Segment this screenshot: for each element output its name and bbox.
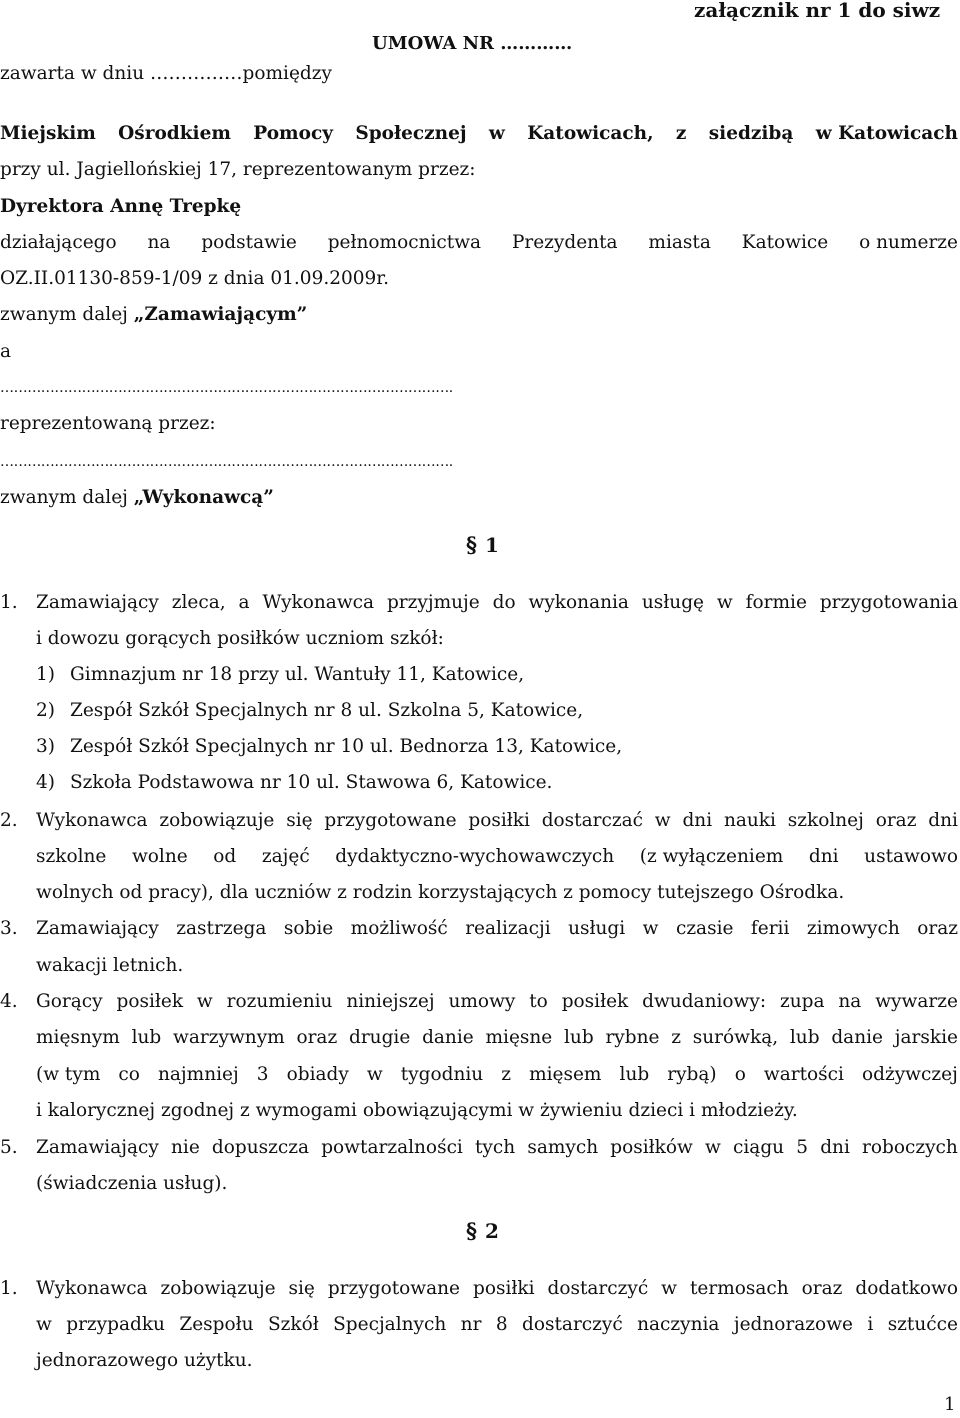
word: posiłek bbox=[561, 991, 629, 1012]
word: szkolnej bbox=[787, 810, 864, 831]
word: ferii bbox=[750, 918, 790, 939]
word: zobowiązuje bbox=[159, 810, 275, 831]
word: o bbox=[734, 1064, 746, 1085]
section-2-heading bbox=[466, 1218, 499, 1243]
word: zobowiązuje bbox=[160, 1278, 276, 1299]
list-text: Szkoła Podstawowa nr 10 ul. Stawowa 6, Katowice. bbox=[70, 772, 553, 793]
word: to bbox=[529, 991, 548, 1012]
word: dodatkowo bbox=[855, 1278, 958, 1299]
party-line-2: przy ul. Jagiellońskiej 17, reprezentowanym przez: bbox=[0, 159, 476, 180]
s2-p1-number: 1. bbox=[0, 1278, 18, 1299]
word: usługę bbox=[641, 592, 704, 613]
word: dostarczyć bbox=[522, 1314, 623, 1335]
s1-p1-number: 1. bbox=[0, 592, 18, 613]
word: danie bbox=[422, 1027, 474, 1048]
word: Prezydenta bbox=[511, 232, 618, 253]
and-word: a bbox=[0, 341, 12, 362]
word: wartości bbox=[763, 1064, 844, 1085]
word: Społecznej bbox=[355, 123, 467, 144]
word: do bbox=[492, 592, 516, 613]
word: lub bbox=[131, 1027, 162, 1048]
word: czasie bbox=[675, 918, 734, 939]
contract-date-line: zawarta w dniu ……………pomiędzy bbox=[0, 63, 332, 84]
word: o numerze bbox=[859, 232, 958, 253]
word: oraz bbox=[875, 810, 917, 831]
word: wykonania bbox=[528, 592, 629, 613]
word: posiłki bbox=[472, 1278, 535, 1299]
s1-p2-line-1 bbox=[36, 809, 958, 833]
s1-p2-line-3: wolnych od pracy), dla uczniów z rodzin korzystających z pomocy tutejszego Ośrodka. bbox=[36, 882, 845, 903]
word: usługi bbox=[568, 918, 626, 939]
word: w bbox=[196, 991, 213, 1012]
word: Zamawiający bbox=[36, 1137, 159, 1158]
word: Wykonawca bbox=[262, 592, 375, 613]
word: dni bbox=[928, 810, 958, 831]
list-text: Zespół Szkół Specjalnych nr 10 ul. Bednorza 13, Katowice, bbox=[70, 736, 623, 757]
word: szkolne bbox=[36, 846, 107, 867]
ordering-party-line bbox=[0, 303, 307, 327]
word: dni bbox=[682, 810, 713, 831]
contractor-dots: ………………………………………………………………………………………. bbox=[0, 380, 453, 396]
s1-p5-line-2: (świadczenia usług). bbox=[36, 1173, 228, 1194]
word: danie bbox=[831, 1027, 883, 1048]
word: mięsnym bbox=[36, 1027, 120, 1048]
list-number: 1) bbox=[36, 664, 55, 685]
page-number: 1 bbox=[944, 1394, 956, 1415]
contractor-line bbox=[0, 486, 274, 510]
word: w bbox=[488, 123, 505, 144]
word: Szkół bbox=[267, 1314, 319, 1335]
word: niniejszej bbox=[346, 991, 435, 1012]
word: Specjalnych bbox=[333, 1314, 447, 1335]
list-number: 3) bbox=[36, 736, 55, 757]
word: dwudaniowy: bbox=[642, 991, 767, 1012]
word: (z wyłączeniem bbox=[639, 846, 784, 867]
word: Pomocy bbox=[253, 123, 333, 144]
section-symbol: § bbox=[466, 1218, 477, 1243]
word: nr bbox=[460, 1314, 482, 1335]
s1-p3-number: 3. bbox=[0, 918, 18, 939]
represented-by: reprezentowaną przez: bbox=[0, 413, 216, 434]
word: tych bbox=[475, 1137, 516, 1158]
word: Zamawiający bbox=[36, 592, 159, 613]
school-list-item bbox=[36, 699, 583, 723]
list-number: 4) bbox=[36, 772, 55, 793]
s1-p5-number: 5. bbox=[0, 1137, 18, 1158]
word: zastrzega bbox=[176, 918, 267, 939]
ordering-party-prefix: zwanym dalej bbox=[0, 304, 134, 325]
word: rybne bbox=[605, 1027, 660, 1048]
school-list-item bbox=[36, 771, 552, 795]
word: dydaktyczno-wychowawczych bbox=[335, 846, 615, 867]
s1-p3-line-1 bbox=[36, 917, 958, 941]
word: przygotowane bbox=[324, 810, 457, 831]
word: zajęć bbox=[261, 846, 310, 867]
word: dni bbox=[820, 1137, 850, 1158]
word: roboczych bbox=[862, 1137, 958, 1158]
word: przyjmuje bbox=[386, 592, 480, 613]
section-number: 2 bbox=[484, 1219, 499, 1243]
word: z bbox=[671, 1027, 681, 1048]
word: tygodniu bbox=[400, 1064, 484, 1085]
word: lub bbox=[619, 1064, 650, 1085]
word: pełnomocnictwa bbox=[327, 232, 482, 253]
word: przypadku bbox=[66, 1314, 165, 1335]
word: rozumieniu bbox=[226, 991, 333, 1012]
s1-p4-line-2 bbox=[36, 1026, 958, 1050]
word: 3 bbox=[256, 1064, 269, 1085]
word: wolne bbox=[131, 846, 188, 867]
s1-p4-line-1 bbox=[36, 990, 958, 1014]
word: termosach bbox=[689, 1278, 789, 1299]
word: Zespołu bbox=[179, 1314, 254, 1335]
word: dostarczać bbox=[541, 810, 643, 831]
word: realizacji bbox=[465, 918, 551, 939]
list-text: Gimnazjum nr 18 przy ul. Wantuły 11, Katowice, bbox=[70, 664, 525, 685]
word: przygotowania bbox=[819, 592, 958, 613]
word: na bbox=[147, 232, 171, 253]
s2-p1-line-2 bbox=[36, 1313, 958, 1337]
word: w bbox=[654, 810, 671, 831]
word: na bbox=[838, 991, 862, 1012]
word: Katowice bbox=[741, 232, 829, 253]
s1-p5-line-1 bbox=[36, 1136, 958, 1160]
word: przygotowane bbox=[327, 1278, 461, 1299]
word: zupa bbox=[779, 991, 825, 1012]
word: Zamawiający bbox=[36, 918, 159, 939]
school-list-item bbox=[36, 735, 622, 759]
list-number: 2) bbox=[36, 700, 55, 721]
section-number: 1 bbox=[484, 533, 499, 557]
word: jarskie bbox=[894, 1027, 958, 1048]
word: sztućce bbox=[887, 1314, 958, 1335]
s1-p2-line-2 bbox=[36, 845, 958, 869]
representative-dots: ………………………………………………………………………………………. bbox=[0, 454, 453, 470]
word: oraz bbox=[917, 918, 958, 939]
word: naczynia bbox=[637, 1314, 720, 1335]
word: posiłki bbox=[468, 810, 530, 831]
word: zimowych bbox=[806, 918, 900, 939]
word: umowy bbox=[448, 991, 516, 1012]
word: co bbox=[118, 1064, 140, 1085]
word: oraz bbox=[296, 1027, 338, 1048]
word: Gorący bbox=[36, 991, 103, 1012]
s2-p1-line-1 bbox=[36, 1277, 958, 1301]
word: nie bbox=[170, 1137, 200, 1158]
s1-p4-line-3 bbox=[36, 1063, 958, 1087]
word: odżywczej bbox=[862, 1064, 958, 1085]
word: zleca, bbox=[171, 592, 226, 613]
word: mięsem bbox=[529, 1064, 602, 1085]
attachment-label: załącznik nr 1 do siwz bbox=[694, 0, 941, 22]
word: dopuszcza bbox=[211, 1137, 310, 1158]
word: rybą) bbox=[667, 1064, 717, 1085]
word: Miejskim bbox=[0, 123, 96, 144]
word: Katowicach, bbox=[527, 123, 654, 144]
party-line-1 bbox=[0, 122, 958, 146]
word: (w tym bbox=[36, 1064, 101, 1085]
word: w bbox=[661, 1278, 677, 1299]
s1-p3-line-2: wakacji letnich. bbox=[36, 955, 184, 976]
word: warzywnym bbox=[173, 1027, 285, 1048]
s1-p1-line-2: i dowozu gorących posiłków uczniom szkół: bbox=[36, 628, 444, 649]
word: miasta bbox=[648, 232, 711, 253]
contract-title: UMOWA NR ………… bbox=[372, 33, 573, 54]
word: formie bbox=[745, 592, 807, 613]
word: lub bbox=[564, 1027, 594, 1048]
word: od bbox=[213, 846, 237, 867]
contractor-prefix: zwanym dalej bbox=[0, 487, 134, 508]
word: w bbox=[642, 918, 659, 939]
word: posiłek bbox=[116, 991, 184, 1012]
section-symbol: § bbox=[466, 532, 477, 557]
word: dni bbox=[808, 846, 839, 867]
word: i bbox=[867, 1314, 874, 1335]
word: oraz bbox=[801, 1278, 843, 1299]
word: lub bbox=[789, 1027, 820, 1048]
word: się bbox=[286, 810, 313, 831]
word: a bbox=[238, 592, 250, 613]
word: samych bbox=[527, 1137, 599, 1158]
word: w bbox=[366, 1064, 383, 1085]
word: możliwość bbox=[350, 918, 448, 939]
s2-p1-line-3: jednorazowego użytku. bbox=[36, 1350, 253, 1371]
word: podstawie bbox=[201, 232, 297, 253]
word: ustawowo bbox=[864, 846, 958, 867]
word: nauki bbox=[723, 810, 776, 831]
word: Wykonawca bbox=[36, 1278, 148, 1299]
word: posiłków bbox=[610, 1137, 693, 1158]
section-1-heading bbox=[466, 532, 499, 557]
word: drugie bbox=[348, 1027, 411, 1048]
word: najmniej bbox=[157, 1064, 239, 1085]
word: w bbox=[716, 592, 733, 613]
word: Wykonawca bbox=[36, 810, 148, 831]
word: w bbox=[36, 1314, 52, 1335]
word: w bbox=[705, 1137, 721, 1158]
word: się bbox=[288, 1278, 315, 1299]
s1-p1-line-1 bbox=[36, 591, 958, 615]
word: z bbox=[675, 123, 687, 144]
word: w Katowicach bbox=[815, 123, 958, 144]
word: mięsne bbox=[485, 1027, 553, 1048]
word: jednorazowe bbox=[733, 1314, 853, 1335]
word: wywarze bbox=[875, 991, 958, 1012]
school-list-item bbox=[36, 663, 524, 687]
word: sobie bbox=[283, 918, 334, 939]
party-line-4 bbox=[0, 231, 958, 255]
word: obiady bbox=[286, 1064, 349, 1085]
contractor-name: „Wykonawcą” bbox=[133, 487, 274, 508]
word: działającego bbox=[0, 232, 117, 253]
s1-p4-line-4: i kalorycznej zgodnej z wymogami obowiązującymi w żywieniu dzieci i młodzieży. bbox=[36, 1100, 798, 1121]
list-text: Zespół Szkół Specjalnych nr 8 ul. Szkolna 5, Katowice, bbox=[70, 700, 584, 721]
word: ciągu bbox=[733, 1137, 785, 1158]
word: powtarzalności bbox=[321, 1137, 463, 1158]
word: surówką, bbox=[692, 1027, 779, 1048]
s1-p2-number: 2. bbox=[0, 810, 18, 831]
word: z bbox=[501, 1064, 512, 1085]
party-line-5: OZ.II.01130-859-1/09 z dnia 01.09.2009r. bbox=[0, 268, 389, 289]
director-name: Dyrektora Annę Trepkę bbox=[0, 196, 242, 217]
word: 8 bbox=[495, 1314, 508, 1335]
word: dostarczyć bbox=[547, 1278, 649, 1299]
word: Ośrodkiem bbox=[118, 123, 231, 144]
ordering-party-name: „Zamawiającym” bbox=[133, 304, 308, 325]
word: siedzibą bbox=[708, 123, 794, 144]
s1-p4-number: 4. bbox=[0, 991, 18, 1012]
word: 5 bbox=[796, 1137, 809, 1158]
